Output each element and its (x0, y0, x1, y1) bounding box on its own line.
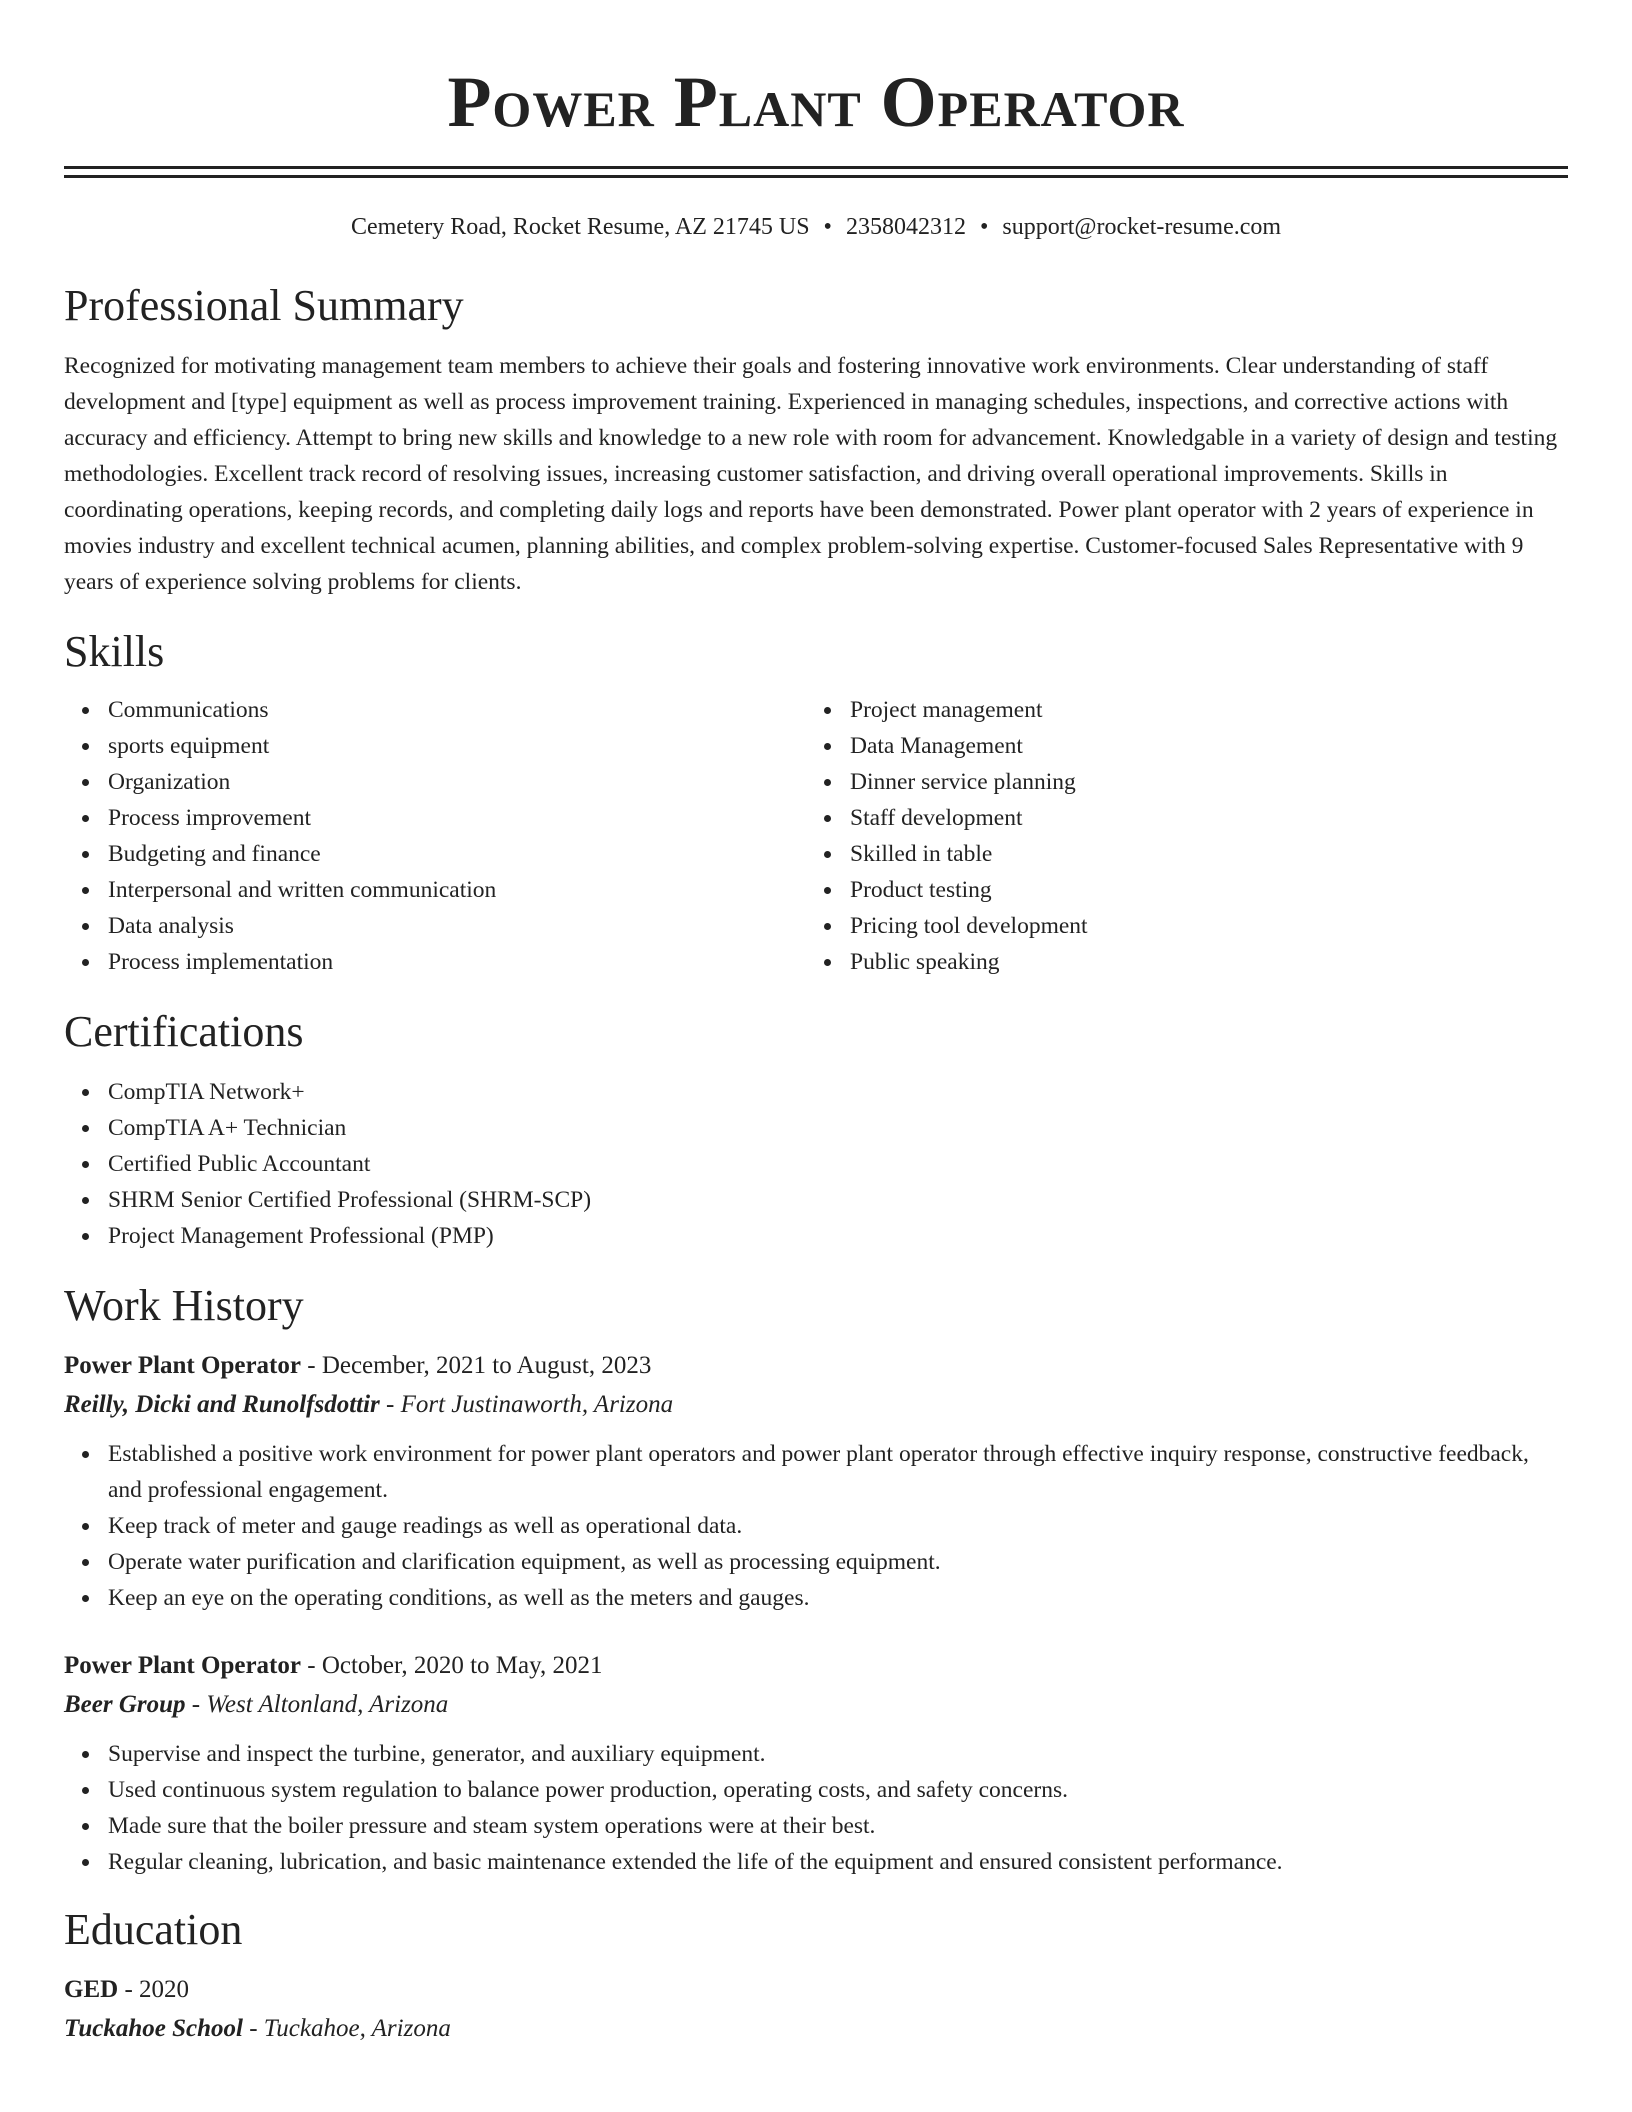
contact-line (64, 212, 1568, 242)
job-entry (64, 1346, 1568, 1616)
list-item: Data Management (850, 728, 1548, 764)
job-location: Fort Justinaworth, Arizona (400, 1391, 674, 1418)
list-item: SHRM Senior Certified Professional (SHRM-SCP) (108, 1182, 1568, 1218)
list-item: Budgeting and finance (108, 836, 806, 872)
job-employer-line: Beer Group - West Altonland, Arizona (64, 1691, 449, 1718)
summary-section (64, 280, 1568, 600)
list-item: Skilled in table (850, 836, 1548, 872)
list-item: Communications (108, 692, 806, 728)
list-item: Data analysis (108, 908, 806, 944)
list-item: Dinner service planning (850, 764, 1548, 800)
skills-column-right (806, 692, 1548, 980)
list-item: Established a positive work environment for power plant operators and power plant operator through effective inquiry response, constructive feedback, and professional engagement. (108, 1436, 1568, 1508)
list-item: Public speaking (850, 944, 1548, 980)
education-degree: GED (64, 1976, 119, 2003)
list-item: Staff development (850, 800, 1548, 836)
skills-column-left (64, 692, 806, 980)
job-bullets (64, 1436, 1568, 1616)
job-title-line: Power Plant Operator - October, 2020 to May, 2021 (64, 1652, 603, 1679)
job-dates: October, 2020 to May, 2021 (321, 1652, 603, 1679)
skills-list-left (64, 692, 806, 980)
list-item: Regular cleaning, lubrication, and basic maintenance extended the life of the equipment and ensured consistent performance. (108, 1844, 1568, 1880)
list-item: Used continuous system regulation to balance power production, operating costs, and safety concerns. (108, 1772, 1568, 1808)
list-item: Interpersonal and written communication (108, 872, 806, 908)
education-school-line: Tuckahoe School - Tuckahoe, Arizona (64, 2015, 451, 2042)
job-employer-line: Reilly, Dicki and Runolfsdottir - Fort Justinaworth, Arizona (64, 1391, 674, 1418)
work-history-section (64, 1280, 1568, 1880)
skills-list-right (806, 692, 1548, 980)
contact-address: Cemetery Road, Rocket Resume, AZ 21745 US (350, 214, 810, 240)
job-employer: Beer Group (64, 1691, 186, 1718)
education-location: Tuckahoe, Arizona (263, 2015, 451, 2042)
job-title-line: Power Plant Operator - December, 2021 to August, 2023 (64, 1352, 652, 1379)
job-dates: December, 2021 to August, 2023 (321, 1352, 652, 1379)
certifications-list (64, 1074, 1568, 1254)
list-item: sports equipment (108, 728, 806, 764)
certifications-section (64, 1006, 1568, 1254)
skills-heading: Skills (64, 627, 165, 676)
list-item: Keep track of meter and gauge readings as well as operational data. (108, 1508, 1568, 1544)
list-item: Operate water purification and clarification equipment, as well as processing equipment. (108, 1544, 1568, 1580)
contact-separator: • (823, 214, 832, 240)
certifications-heading: Certifications (64, 1007, 304, 1056)
contact-separator: • (979, 214, 989, 240)
list-item: Keep an eye on the operating conditions, as well as the meters and gauges. (108, 1580, 1568, 1616)
education-degree-line: GED - 2020 (64, 1976, 190, 2003)
skills-columns (64, 692, 1568, 980)
education-heading: Education (64, 1905, 243, 1954)
job-entry (64, 1646, 1568, 1880)
job-employer: Reilly, Dicki and Runolfsdottir (64, 1391, 380, 1418)
education-school: Tuckahoe School (64, 2015, 243, 2042)
list-item: Product testing (850, 872, 1548, 908)
list-item: Pricing tool development (850, 908, 1548, 944)
contact-phone: 2358042312 (845, 214, 966, 240)
contact-email[interactable]: support@rocket-resume.com (1002, 214, 1282, 240)
education-entry (64, 1970, 1568, 2048)
list-item: Project management (850, 692, 1548, 728)
summary-heading: Professional Summary (64, 281, 464, 330)
list-item: Process improvement (108, 800, 806, 836)
job-role: Power Plant Operator (64, 1652, 301, 1679)
job-bullets (64, 1736, 1568, 1880)
resume-name: Power Plant Operator (447, 62, 1185, 142)
list-item: Supervise and inspect the turbine, generator, and auxiliary equipment. (108, 1736, 1568, 1772)
list-item: Project Management Professional (PMP) (108, 1218, 1568, 1254)
summary-text: Recognized for motivating management team members to achieve their goals and fostering innovative work environments. Clear understanding of staff development and [type] equipment as well as process improvement training. Experienced in managing schedules, inspections, and corrective actions with accuracy and efficiency. Attempt to bring new skills and knowledge to a new role with room for advancement. Knowledgable in a variety of design and testing methodologies. Excellent track record of resolving issues, increasing customer satisfaction, and driving overall operational improvements. Skills in coordinating operations, keeping records, and completing daily logs and reports have been demonstrated. Power plant operator with 2 years of experience in movies industry and excellent technical acumen, planning abilities, and complex problem-solving expertise. Customer-focused Sales Representative with 9 years of experience solving problems for clients. (64, 353, 1558, 595)
education-section (64, 1904, 1568, 2048)
header-divider-top (64, 166, 1568, 169)
education-year: 2020 (139, 1976, 190, 2003)
list-item: Organization (108, 764, 806, 800)
header-divider-bottom (64, 175, 1568, 178)
list-item: Process implementation (108, 944, 806, 980)
list-item: CompTIA A+ Technician (108, 1110, 1568, 1146)
skills-section (64, 626, 1568, 980)
list-item: Made sure that the boiler pressure and steam system operations were at their best. (108, 1808, 1568, 1844)
work-history-heading: Work History (64, 1281, 304, 1330)
job-role: Power Plant Operator (64, 1352, 301, 1379)
list-item: Certified Public Accountant (108, 1146, 1568, 1182)
list-item: CompTIA Network+ (108, 1074, 1568, 1110)
job-location: West Altonland, Arizona (206, 1691, 449, 1718)
